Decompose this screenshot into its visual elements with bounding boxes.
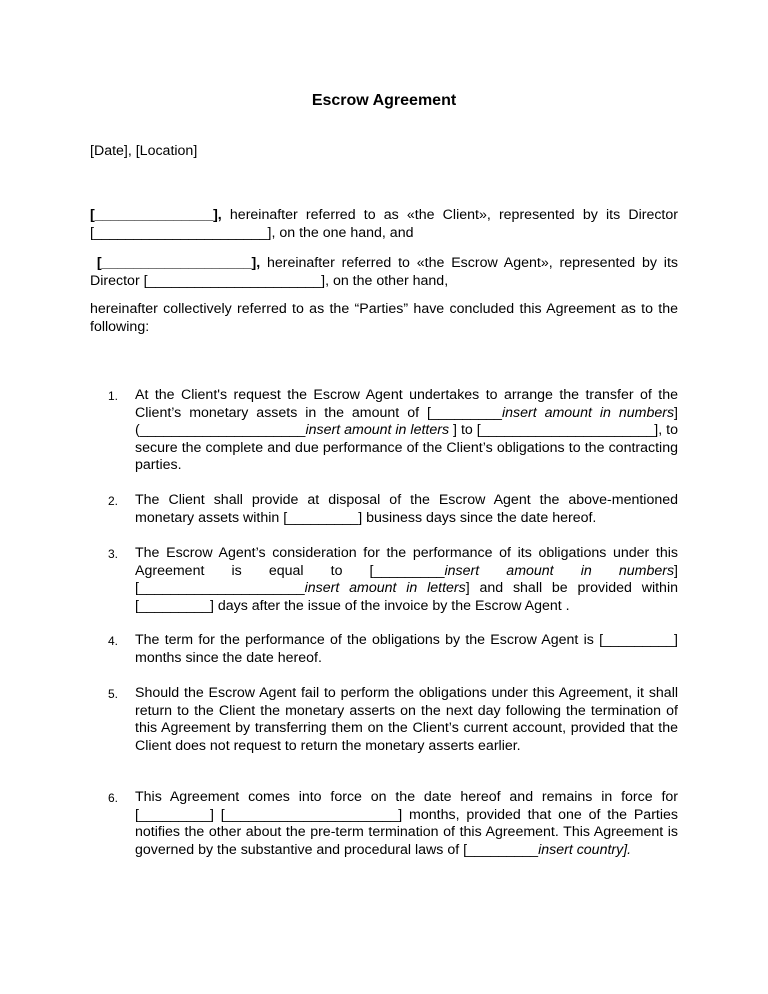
clause-text (135, 632, 678, 667)
clause-text (135, 387, 678, 475)
clause-number: 1. (108, 389, 119, 403)
client-party-paragraph (90, 207, 678, 242)
clause-segment: The Escrow Agent’s consideration for the performance of its obligations under this Agreement is equal to [_________ (135, 545, 678, 579)
clause-text (135, 685, 678, 755)
clause-number: 4. (108, 634, 119, 648)
clause-segment: This Agreement comes into force on the date hereof and remains in force for [_________] [______________________] months, provided that one of the Parties notifies the other about the pre-term termination of this Agreement. This Agreement is governed by the substantive and procedural laws of [_________ (135, 789, 678, 858)
clause-segment: At the Client's request the Escrow Agent undertakes to arrange the transfer of the Client’s monetary assets in the amount of [_________ (135, 387, 678, 421)
clause-number: 2. (108, 494, 119, 508)
parties-collective-paragraph: hereinafter collectively referred to as the “Parties” have concluded this Agreement as to the following: (90, 301, 678, 335)
agent-name-blank: [___________________], (96, 255, 261, 271)
clause-segment: Should the Escrow Agent fail to perform the obligations under this Agreement, it shall return to the Client the monetary asserts on the next day following the termination of this Agreement by transferring them on the Client’s current account, provided that the Client does not request to return the monetary asserts earlier. (135, 685, 678, 754)
clause-segment-italic: insert amount in letters (304, 580, 466, 596)
clause-text (135, 789, 678, 859)
date-location-line: [Date], [Location] (90, 143, 198, 159)
clause-text (135, 492, 678, 527)
clause-segment: The term for the performance of the obligations by the Escrow Agent is [_________] months since the date hereof. (135, 632, 678, 666)
agent-party-text: hereinafter referred to «the Escrow Agent», represented by its Director [______________________], on the other hand, (90, 255, 678, 289)
clause-segment: ] to [______________________], to secure the complete and due performance of the Client’s obligations to the contracting parties. (135, 422, 678, 473)
clause-segment: ] (_____________________ (135, 404, 678, 438)
client-party-text: hereinafter referred to as «the Client», represented by its Director [______________________], on the one hand, and (90, 207, 678, 241)
clause-text (135, 545, 678, 615)
clause-number: 6. (108, 791, 119, 805)
clause-segment-italic: insert amount in numbers (501, 404, 675, 421)
clause-segment-italic: insert country]. (538, 841, 632, 858)
clause-segment: ] [_____________________ (135, 562, 678, 596)
clause-number: 3. (108, 547, 119, 561)
clause-segment-italic: insert amount in letters (305, 422, 450, 438)
agent-party-paragraph (90, 255, 678, 290)
clause-segment: ] and shall be provided within [_________] days after the issue of the invoice by the Escrow Agent . (135, 580, 678, 614)
document-title: Escrow Agreement (311, 92, 457, 109)
client-name-blank: [_______________], (90, 207, 222, 223)
clause-number: 5. (108, 687, 119, 701)
clause-segment-italic: insert amount in numbers (444, 562, 675, 579)
clause-segment: The Client shall provide at disposal of the Escrow Agent the above-mentioned monetary assets within [_________] business days since the date hereof. (135, 492, 678, 526)
